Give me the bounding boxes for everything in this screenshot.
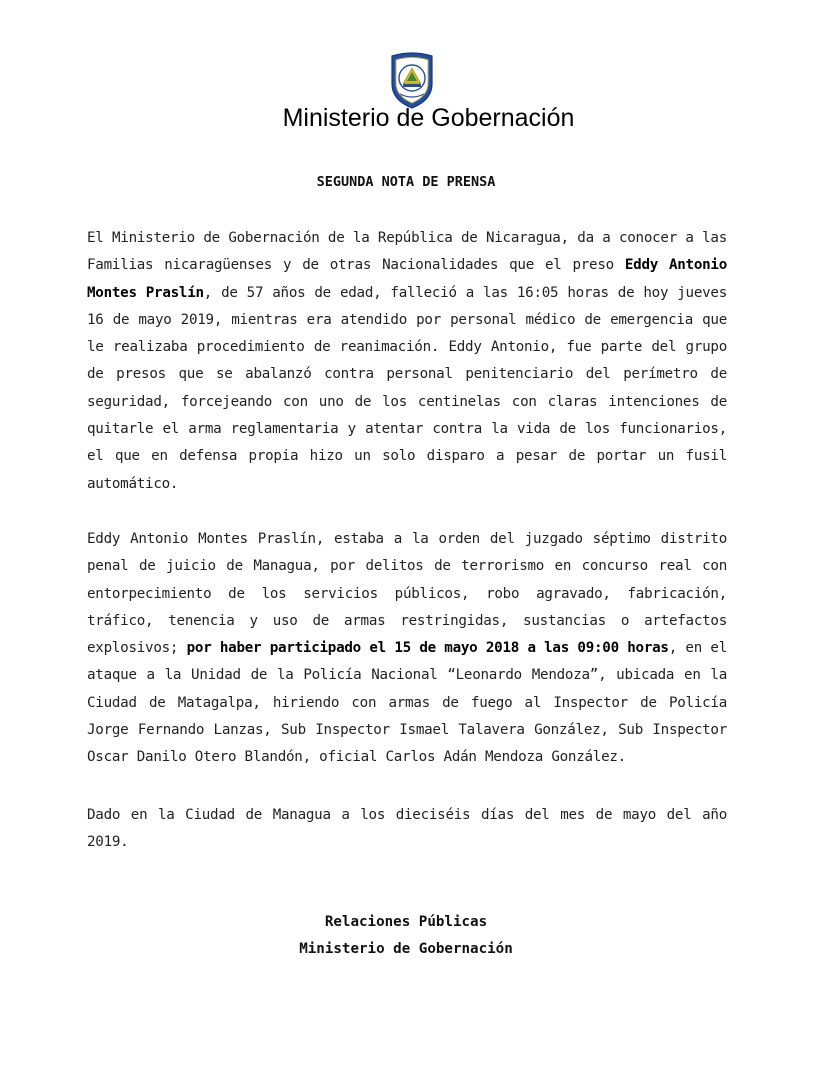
press-release-heading: SEGUNDA NOTA DE PRENSA [316, 174, 496, 190]
signature-department: Relaciones Públicas [324, 914, 488, 930]
paragraph-text: Eddy Antonio Montes Praslín, estaba a la orden del juzgado séptimo distrito penal de juicio de Managua, por delitos de terrorismo en concurso real con entorpecimiento de los servicios públicos, robo agravado, fabricación, tráfico, tenencia y uso de armas restringidas, sustancias o artefactos explosivos; [87, 531, 727, 657]
paragraph-charges [87, 526, 727, 772]
nicaragua-government-seal-icon [388, 50, 436, 110]
paragraph-text: El Ministerio de Gobernación de la República de Nicaragua, da a conocer a las Familias nicaragüenses y de otras Nacionalidades que el preso [87, 230, 727, 274]
paragraph-announcement [87, 225, 727, 498]
signature-ministry: Ministerio de Gobernación [299, 941, 513, 957]
attack-date-phrase: por haber participado el 15 de mayo 2018 a las 09:00 horas [186, 640, 669, 657]
paragraph-dated: Dado en la Ciudad de Managua a los dieciséis días del mes de mayo del año 2019. [87, 807, 727, 851]
ministry-title: Ministerio de Gobernación [282, 104, 575, 132]
paragraph-text: , de 57 años de edad, falleció a las 16:05 horas de hoy jueves 16 de mayo 2019, mientras era atendido por personal médico de emergencia que le realizaba procedimiento de reanimación. Eddy Antonio, fue parte del grupo de presos que se abalanzó contra personal penitenciario del perímetro de seguridad, forcejeando con uno de los centinelas con claras intenciones de quitarle el arma reglamentaria y atentar contra la vida de los funcionarios, el que en defensa propia hizo un solo disparo a pesar de portar un fusil automático. [87, 284, 727, 492]
deceased-name: Eddy Antonio Montes Praslín [87, 257, 727, 301]
paragraph-text: , en el ataque a la Unidad de la Policía Nacional “Leonardo Mendoza”, ubicada en la Ciudad de Matagalpa, hiriendo con armas de fuego al Inspector de Policía Jorge Fernando Lanzas, Sub Inspector Ismael Talavera González, Sub Inspector Oscar Danilo Otero Blandón, oficial Carlos Adán Mendoza González. [87, 640, 727, 766]
